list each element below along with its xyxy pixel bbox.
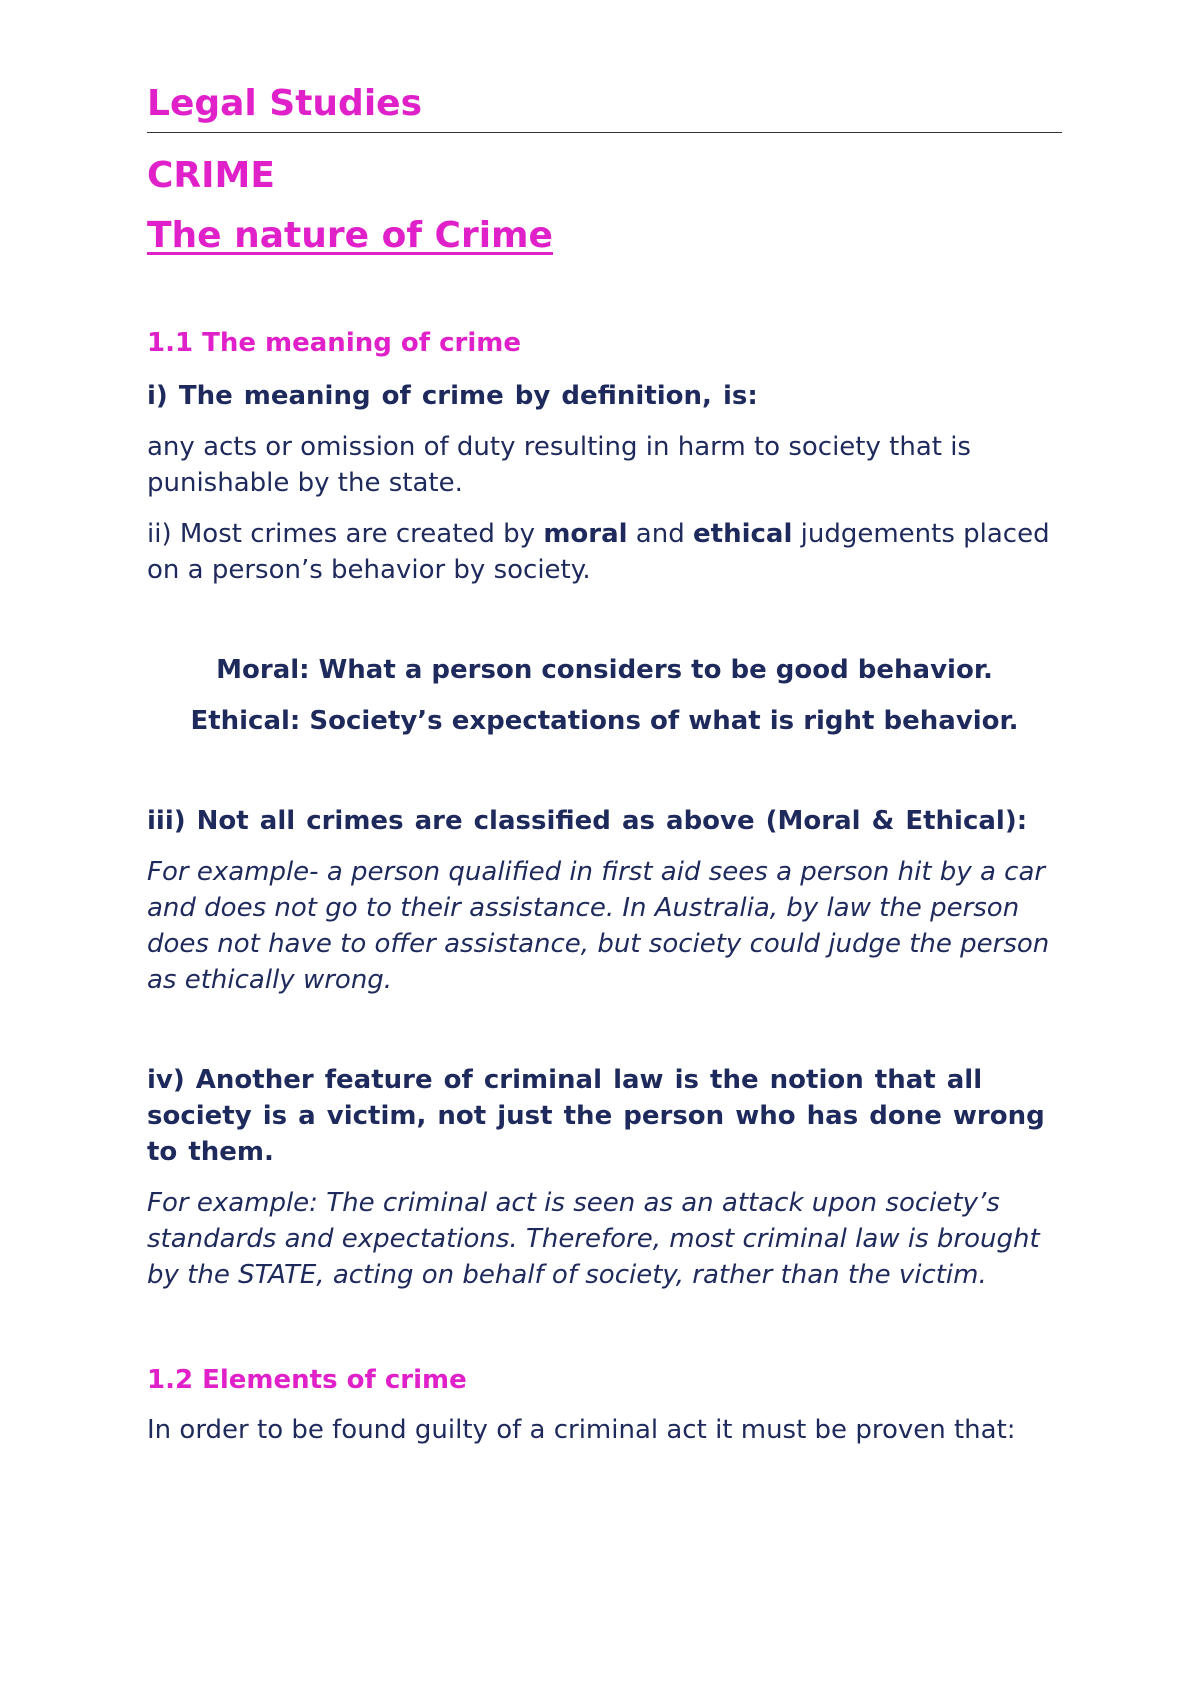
section-heading-1-1: 1.1 The meaning of crime	[147, 328, 522, 358]
subtopic-heading: The nature of Crime	[147, 215, 553, 256]
point-ii-moral: moral	[543, 519, 628, 549]
point-ii-ethical: ethical	[693, 519, 793, 549]
section-1-2-intro: In order to be found guilty of a criminal act it must be proven that:	[147, 1415, 1016, 1445]
point-ii-text	[147, 516, 1062, 588]
document-title: Legal Studies	[147, 82, 1062, 133]
point-i-heading: i) The meaning of crime by definition, is:	[147, 381, 758, 411]
document-page	[147, 82, 1062, 1448]
point-iv-example: For example: The criminal act is seen as an attack upon society’s standards and expectations. Therefore, most criminal law is brought by the STATE, acting on behalf of society, rather than the victim.	[147, 1188, 1040, 1290]
point-ii-prefix: ii) Most crimes are created by	[147, 519, 544, 549]
point-iii-example: For example- a person qualified in first aid sees a person hit by a car and does not go to their assistance. In Australia, by law the person does not have to offer assistance, but society could judge the person as ethically wrong.	[147, 857, 1050, 995]
point-i-text: any acts or omission of duty resulting in harm to society that is punishable by the state.	[147, 432, 971, 498]
point-ii-suffix: judgements placed on a person’s behavior by society.	[147, 519, 1050, 585]
section-heading-1-2: 1.2 Elements of crime	[147, 1365, 467, 1395]
ethical-definition: Ethical: Society’s expectations of what is right behavior.	[190, 706, 1019, 736]
point-iii-heading: iii) Not all crimes are classified as above (Moral & Ethical):	[147, 806, 1028, 836]
topic-heading: CRIME	[147, 155, 275, 196]
point-iv-heading: iv) Another feature of criminal law is the notion that all society is a victim, not just the person who has done wrong to them.	[147, 1065, 1045, 1167]
moral-definition: Moral: What a person considers to be good behavior.	[216, 655, 993, 685]
point-ii-and: and	[627, 519, 693, 549]
